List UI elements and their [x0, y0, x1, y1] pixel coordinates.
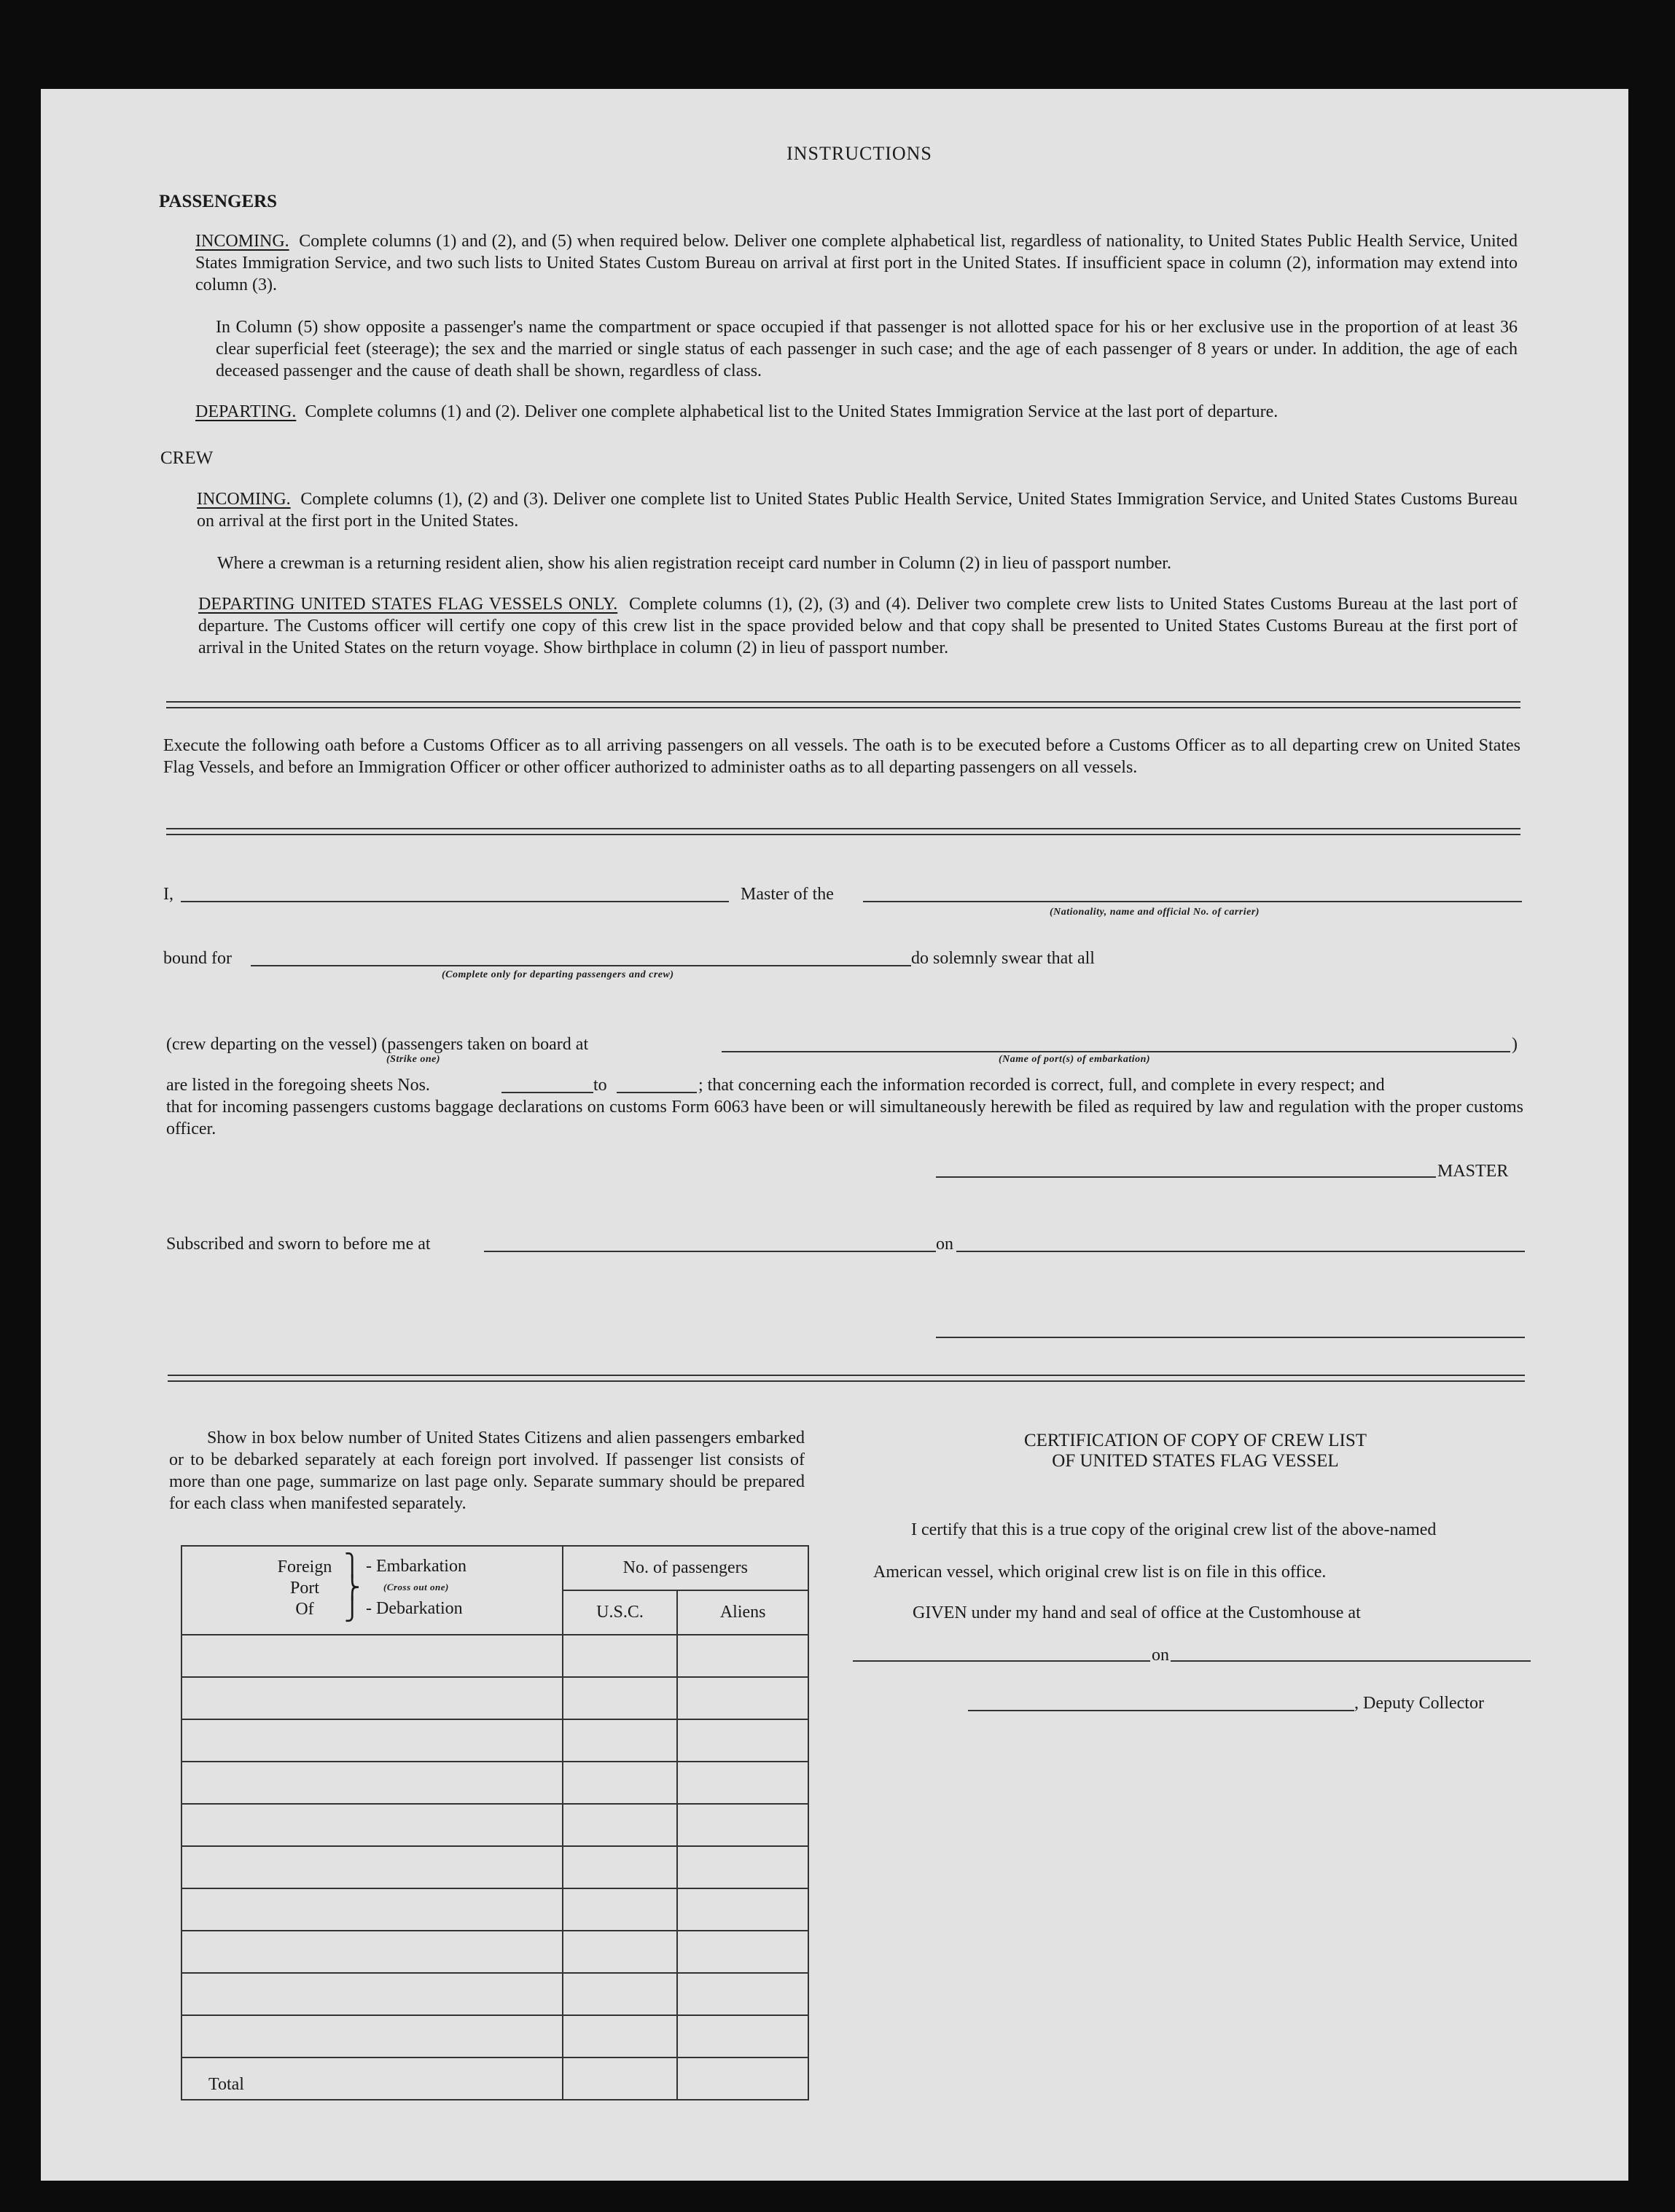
master-name-field[interactable] [181, 901, 729, 902]
divider [166, 828, 1520, 835]
aliens-cell[interactable] [677, 1762, 808, 1804]
listed-suffix: ; that concerning each the information recorded is correct, full, and complete in every respect; and [698, 1076, 1385, 1095]
strike-one-caption: (Strike one) [386, 1054, 441, 1065]
crew-departing-text: Complete columns (1), (2), (3) and (4). Deliver two complete crew lists to United States Customs Bureau at the last port of departure. The Customs officer will certify one copy of this crew list in the space provided below and that copy shall be presented to United States Customs Bureau at the first port of arrival in the United States on the return voyage. Show birthplace in column (2) in lieu of passport number. [198, 595, 1518, 657]
table-row [181, 1762, 808, 1804]
passengers-departing-text: Complete columns (1) and (2). Deliver one complete alphabetical list to the United States Immigration Service at the last port of departure. [305, 402, 1278, 421]
usc-cell[interactable] [563, 1719, 678, 1762]
usc-cell[interactable] [563, 1677, 678, 1719]
crew-incoming-text: Complete columns (1), (2) and (3). Deliver one complete list to United States Public Health Service, United States Immigration Service, and United States Customs Bureau on arrival at the first port in the United States. [197, 490, 1518, 531]
usc-cell[interactable] [563, 1888, 678, 1931]
divider [166, 701, 1520, 708]
passengers-incoming-label: INCOMING. [195, 232, 289, 251]
table-row [181, 1846, 808, 1888]
table-row [181, 1804, 808, 1846]
aliens-cell[interactable] [677, 2015, 808, 2057]
port-cell[interactable] [181, 1677, 563, 1719]
passenger-summary-table [181, 1545, 809, 2100]
swear-text: do solemnly swear that all [911, 949, 1095, 968]
aliens-cell[interactable] [677, 1719, 808, 1762]
usc-total-cell[interactable] [563, 2057, 678, 2100]
port-label-port: Port [289, 1579, 319, 1598]
no-passengers-header: No. of passengers [563, 1546, 808, 1590]
sheet-to-field[interactable] [617, 1092, 697, 1093]
aliens-cell[interactable] [677, 1846, 808, 1888]
crew-departing-label: DEPARTING UNITED STATES FLAG VESSELS ONLY. [198, 595, 618, 614]
port-cell[interactable] [181, 1804, 563, 1846]
crew-heading: CREW [160, 448, 214, 468]
carrier-field[interactable] [863, 901, 1522, 902]
total-row [181, 2057, 808, 2100]
carrier-caption: (Nationality, name and official No. of carrier) [1050, 907, 1260, 918]
usc-cell[interactable] [563, 1931, 678, 1973]
oath-i-label: I, [163, 885, 173, 904]
subscribed-on-label: on [936, 1235, 953, 1254]
crew-departing [198, 593, 1518, 659]
usc-cell[interactable] [563, 2015, 678, 2057]
customhouse-place-field[interactable] [853, 1660, 1150, 1662]
subscribed-label: Subscribed and sworn to before me at [166, 1235, 431, 1254]
port-cell[interactable] [181, 1888, 563, 1931]
port-cell[interactable] [181, 1635, 563, 1677]
usc-cell[interactable] [563, 1973, 678, 2015]
port-cell[interactable] [181, 1719, 563, 1762]
usc-header: U.S.C. [563, 1590, 678, 1635]
passengers-heading: PASSENGERS [159, 192, 278, 211]
debarkation-label: - Debarkation [366, 1599, 463, 1618]
passengers-column5: In Column (5) show opposite a passenger's name the compartment or space occupied if that passenger is not allotted space for his or her exclusive use in the proportion of at least 36 clear superficial feet (steerage); the sex and the married or single status of each passenger in such case; and the age of each passenger of 8 years or under. In addition, the age of each deceased passenger and the cause of death shall be shown, regardless of class. [216, 318, 1518, 380]
deputy-collector-signature[interactable] [968, 1710, 1354, 1711]
port-header-cell [181, 1546, 563, 1635]
oath-intro: Execute the following oath before a Customs Officer as to all arriving passengers on all vessels. The oath is to be executed before a Customs Officer as to all departing crew on United States Flag Vessels, and before an Immigration Officer or other officer authorized to administer oaths as to all departing passengers on all vessels. [163, 736, 1520, 777]
port-cell[interactable] [181, 1931, 563, 1973]
table-row [181, 1973, 808, 2015]
divider [168, 1375, 1525, 1382]
port-label-foreign: Foreign [277, 1558, 332, 1576]
passengers-incoming-text: Complete columns (1) and (2), and (5) when required below. Deliver one complete alphabetical list, regardless of nationality, to United States Public Health Service, United States Immigration Service, and two such lists to United States Custom Bureau on arrival at first port in the United States. If insufficient space in column (2), information may extend into column (3). [195, 232, 1518, 294]
certification-title-1: CERTIFICATION OF COPY OF CREW LIST [1023, 1431, 1367, 1450]
port-cell[interactable] [181, 1762, 563, 1804]
certification-on-label: on [1152, 1646, 1169, 1665]
cross-out-caption: (Cross out one) [383, 1582, 449, 1592]
total-label: Total [181, 2057, 563, 2100]
usc-cell[interactable] [563, 1635, 678, 1677]
listed-to: to [593, 1076, 607, 1095]
summary-instructions: Show in box below number of United States Citizens and alien passengers embarked or to be debarked separately at each foreign port involved. If passenger list consists of more than one page, summarize on last page only. Separate summary should be prepared for each class when manifested separately. [169, 1429, 805, 1513]
bound-caption: (Complete only for departing passengers and crew) [442, 969, 674, 980]
passengers-departing-label: DEPARTING. [195, 402, 297, 421]
crew-incoming-label: INCOMING. [197, 490, 291, 509]
embarkation-label: - Embarkation [366, 1557, 466, 1576]
listed-continuation: that for incoming passengers customs baggage declarations on customs Form 6063 have been or will simultaneously herewith be filed as required by law and regulation with the proper customs officer. [166, 1098, 1523, 1138]
certify-line-2: American vessel, which original crew list is on file in this office. [873, 1563, 1327, 1582]
aliens-cell[interactable] [677, 1973, 808, 2015]
listed-prefix: are listed in the foregoing sheets Nos. [166, 1076, 430, 1095]
given-text: GIVEN under my hand and seal of office at the Customhouse at [913, 1603, 1361, 1622]
brace-icon: ⎫ ⎬ ⎭ [344, 1554, 361, 1622]
subscribed-place-field[interactable] [484, 1251, 936, 1252]
bound-for-field[interactable] [251, 965, 911, 966]
certification-title-2: OF UNITED STATES FLAG VESSEL [1052, 1451, 1339, 1471]
officer-signature-field[interactable] [936, 1337, 1525, 1338]
aliens-cell[interactable] [677, 1931, 808, 1973]
crew-passengers-text: (crew departing on the vessel) (passengers taken on board at [166, 1035, 589, 1054]
aliens-total-cell[interactable] [677, 2057, 808, 2100]
port-cell[interactable] [181, 1846, 563, 1888]
certification-date-field[interactable] [1171, 1660, 1531, 1662]
usc-cell[interactable] [563, 1804, 678, 1846]
embarkation-ports-field[interactable] [722, 1051, 1510, 1052]
usc-cell[interactable] [563, 1846, 678, 1888]
bound-for-label: bound for [163, 949, 232, 968]
table-row [181, 2015, 808, 2057]
master-of-label: Master of the [741, 885, 834, 904]
aliens-cell[interactable] [677, 1677, 808, 1719]
aliens-cell[interactable] [677, 1804, 808, 1846]
certify-line-1: I certify that this is a true copy of the original crew list of the above-named [911, 1520, 1437, 1539]
close-paren: ) [1512, 1035, 1518, 1054]
port-cell[interactable] [181, 1973, 563, 2015]
usc-cell[interactable] [563, 1762, 678, 1804]
page-title: INSTRUCTIONS [786, 143, 932, 164]
aliens-header: Aliens [677, 1590, 808, 1635]
master-signature-label: MASTER [1437, 1162, 1509, 1181]
table-row [181, 1677, 808, 1719]
crew-resident: Where a crewman is a returning resident alien, show his alien registration receipt card number in Column (2) in lieu of passport number. [217, 554, 1171, 573]
subscribed-date-field[interactable] [956, 1251, 1525, 1252]
ports-caption: (Name of port(s) of embarkation) [999, 1054, 1151, 1065]
table-row [181, 1719, 808, 1762]
deputy-collector-label: , Deputy Collector [1354, 1694, 1484, 1713]
table-row [181, 1931, 808, 1973]
port-cell[interactable] [181, 2015, 563, 2057]
crew-incoming [197, 488, 1518, 532]
aliens-cell[interactable] [677, 1888, 808, 1931]
port-label-of: Of [295, 1600, 314, 1619]
passengers-departing [195, 401, 1522, 423]
table-row [181, 1635, 808, 1677]
aliens-cell[interactable] [677, 1635, 808, 1677]
passengers-incoming [195, 230, 1518, 296]
sheet-from-field[interactable] [501, 1092, 593, 1093]
table-row [181, 1888, 808, 1931]
master-signature-field[interactable] [936, 1176, 1436, 1178]
